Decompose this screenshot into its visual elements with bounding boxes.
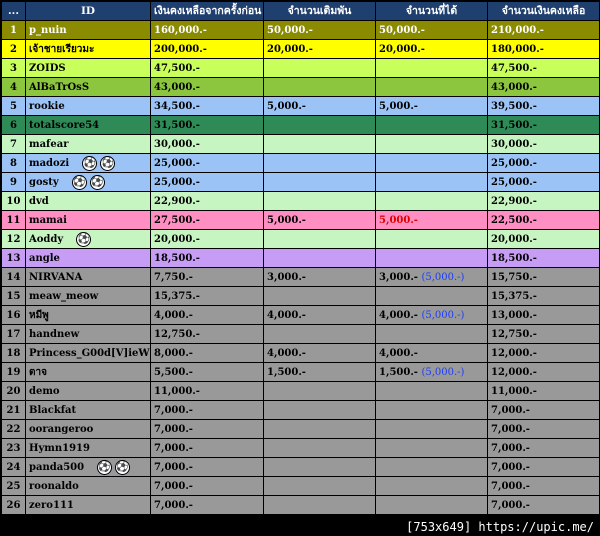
player-id: gosty bbox=[29, 176, 59, 188]
bet-amount-cell: 20,000.- bbox=[264, 40, 376, 59]
score-table-container bbox=[1, 1, 599, 515]
player-id: angle bbox=[29, 252, 60, 264]
amount-won-cell bbox=[376, 230, 488, 249]
previous-balance-cell: 27,500.- bbox=[151, 211, 264, 230]
player-id-cell bbox=[26, 116, 151, 135]
player-id-cell bbox=[26, 306, 151, 325]
amount-won-cell bbox=[376, 439, 488, 458]
rank-cell: 2 bbox=[2, 40, 26, 59]
table-row bbox=[2, 477, 600, 496]
amount-won-cell bbox=[376, 249, 488, 268]
bet-amount-cell bbox=[264, 401, 376, 420]
player-id-cell bbox=[26, 496, 151, 515]
amount-won-cell bbox=[376, 173, 488, 192]
remaining-balance-cell: 47,500.- bbox=[488, 59, 600, 78]
bonus-amount: (5,000.-) bbox=[421, 366, 465, 378]
player-id: dvd bbox=[29, 195, 49, 207]
remaining-balance-cell: 25,000.- bbox=[488, 154, 600, 173]
soccer-balls bbox=[73, 234, 91, 245]
bet-amount-cell bbox=[264, 249, 376, 268]
remaining-balance-cell: 7,000.- bbox=[488, 496, 600, 515]
previous-balance-cell: 7,750.- bbox=[151, 268, 264, 287]
bet-amount-cell bbox=[264, 420, 376, 439]
player-id-cell bbox=[26, 40, 151, 59]
player-id: หมีพู bbox=[29, 309, 49, 321]
remaining-balance-cell: 30,000.- bbox=[488, 135, 600, 154]
remaining-balance-cell: 7,000.- bbox=[488, 458, 600, 477]
table-row bbox=[2, 401, 600, 420]
player-id: Blackfat bbox=[29, 404, 77, 416]
rank-cell: 15 bbox=[2, 287, 26, 306]
rank-cell: 19 bbox=[2, 363, 26, 382]
player-id: meaw_meow bbox=[29, 290, 99, 302]
remaining-balance-cell: 22,500.- bbox=[488, 211, 600, 230]
previous-balance-cell: 15,375.- bbox=[151, 287, 264, 306]
rank-cell: 10 bbox=[2, 192, 26, 211]
soccer-ball-icon: ⚽ bbox=[73, 176, 86, 188]
rank-cell: 6 bbox=[2, 116, 26, 135]
player-id-cell bbox=[26, 420, 151, 439]
player-id-cell bbox=[26, 382, 151, 401]
header-amount-won: จำนวนที่ได้ bbox=[376, 2, 488, 21]
amount-won-cell bbox=[376, 363, 488, 382]
table-row bbox=[2, 420, 600, 439]
player-id-cell bbox=[26, 287, 151, 306]
amount-won-cell bbox=[376, 40, 488, 59]
amount-won-cell bbox=[376, 325, 488, 344]
amount-won: 50,000.- bbox=[379, 24, 425, 36]
player-id: totalscore54 bbox=[29, 119, 100, 131]
remaining-balance-cell: 12,750.- bbox=[488, 325, 600, 344]
amount-won: 4,000.- bbox=[379, 309, 418, 321]
previous-balance-cell: 25,000.- bbox=[151, 154, 264, 173]
bonus-amount: (5,000.-) bbox=[421, 309, 465, 321]
player-id-cell bbox=[26, 21, 151, 40]
player-id: zero111 bbox=[29, 499, 74, 511]
rank-cell: 17 bbox=[2, 325, 26, 344]
amount-won-cell bbox=[376, 477, 488, 496]
bet-amount-cell bbox=[264, 439, 376, 458]
player-id-cell bbox=[26, 363, 151, 382]
remaining-balance-cell: 7,000.- bbox=[488, 439, 600, 458]
player-id: handnew bbox=[29, 328, 80, 340]
amount-won-cell bbox=[376, 135, 488, 154]
rank-cell: 22 bbox=[2, 420, 26, 439]
rank-cell: 26 bbox=[2, 496, 26, 515]
bet-amount-cell bbox=[264, 382, 376, 401]
player-id-cell bbox=[26, 249, 151, 268]
header-remaining-balance: จำนวนเงินคงเหลือ bbox=[488, 2, 600, 21]
amount-won-cell bbox=[376, 192, 488, 211]
amount-won-cell bbox=[376, 344, 488, 363]
header-row bbox=[2, 2, 600, 21]
remaining-balance-cell: 12,000.- bbox=[488, 344, 600, 363]
rank-cell: 24 bbox=[2, 458, 26, 477]
bet-amount-cell bbox=[264, 135, 376, 154]
amount-won-cell bbox=[376, 306, 488, 325]
amount-won-cell bbox=[376, 458, 488, 477]
remaining-balance-cell: 7,000.- bbox=[488, 420, 600, 439]
amount-won-cell bbox=[376, 401, 488, 420]
player-id-cell bbox=[26, 78, 151, 97]
amount-won-cell bbox=[376, 420, 488, 439]
rank-cell: 21 bbox=[2, 401, 26, 420]
player-id-cell bbox=[26, 192, 151, 211]
previous-balance-cell: 18,500.- bbox=[151, 249, 264, 268]
player-id-cell bbox=[26, 439, 151, 458]
player-id-cell bbox=[26, 344, 151, 363]
table-body bbox=[2, 21, 600, 515]
bet-amount-cell: 4,000.- bbox=[264, 306, 376, 325]
bet-amount-cell: 1,500.- bbox=[264, 363, 376, 382]
player-id-cell bbox=[26, 154, 151, 173]
amount-won-cell bbox=[376, 59, 488, 78]
bet-amount-cell bbox=[264, 173, 376, 192]
table-row bbox=[2, 211, 600, 230]
remaining-balance-cell: 210,000.- bbox=[488, 21, 600, 40]
player-id: demo bbox=[29, 385, 60, 397]
amount-won-cell bbox=[376, 154, 488, 173]
table-row bbox=[2, 40, 600, 59]
previous-balance-cell: 200,000.- bbox=[151, 40, 264, 59]
soccer-balls bbox=[69, 177, 105, 188]
player-id: เจ้าชายเรียวมะ bbox=[29, 43, 95, 55]
previous-balance-cell: 8,000.- bbox=[151, 344, 264, 363]
remaining-balance-cell: 15,750.- bbox=[488, 268, 600, 287]
table-row bbox=[2, 382, 600, 401]
remaining-balance-cell: 15,375.- bbox=[488, 287, 600, 306]
amount-won-cell bbox=[376, 287, 488, 306]
remaining-balance-cell: 180,000.- bbox=[488, 40, 600, 59]
bet-amount-cell bbox=[264, 154, 376, 173]
previous-balance-cell: 43,000.- bbox=[151, 78, 264, 97]
player-id: mafear bbox=[29, 138, 69, 150]
rank-cell: 9 bbox=[2, 173, 26, 192]
amount-won: 5,000.- bbox=[379, 100, 418, 112]
player-id-cell bbox=[26, 325, 151, 344]
remaining-balance-cell: 43,000.- bbox=[488, 78, 600, 97]
rank-cell: 23 bbox=[2, 439, 26, 458]
player-id-cell bbox=[26, 211, 151, 230]
previous-balance-cell: 160,000.- bbox=[151, 21, 264, 40]
bet-amount-cell bbox=[264, 116, 376, 135]
table-row bbox=[2, 268, 600, 287]
bet-amount-cell: 3,000.- bbox=[264, 268, 376, 287]
table-row bbox=[2, 230, 600, 249]
table-row bbox=[2, 363, 600, 382]
amount-won-cell bbox=[376, 496, 488, 515]
soccer-ball-icon: ⚽ bbox=[77, 233, 90, 245]
amount-won: 20,000.- bbox=[379, 43, 425, 55]
table-row bbox=[2, 21, 600, 40]
player-id: madozi bbox=[29, 157, 70, 169]
player-id: Hymn1919 bbox=[29, 442, 90, 454]
previous-balance-cell: 47,500.- bbox=[151, 59, 264, 78]
previous-balance-cell: 7,000.- bbox=[151, 401, 264, 420]
player-id: panda500 bbox=[29, 461, 85, 473]
player-id: Aoddy bbox=[29, 233, 64, 245]
previous-balance-cell: 4,000.- bbox=[151, 306, 264, 325]
rank-cell: 12 bbox=[2, 230, 26, 249]
image-size-footer: [753x649] https://upic.me/ bbox=[406, 520, 594, 534]
player-id: ตาจ bbox=[29, 366, 47, 378]
player-id: ZOIDS bbox=[29, 62, 66, 74]
amount-won: 3,000.- bbox=[379, 271, 418, 283]
soccer-balls bbox=[79, 158, 115, 169]
rank-cell: 25 bbox=[2, 477, 26, 496]
previous-balance-cell: 34,500.- bbox=[151, 97, 264, 116]
previous-balance-cell: 5,500.- bbox=[151, 363, 264, 382]
table-row bbox=[2, 344, 600, 363]
player-id: mamai bbox=[29, 214, 67, 226]
player-id: Princess_G00d[V]ieW bbox=[29, 347, 150, 359]
player-id-cell bbox=[26, 230, 151, 249]
remaining-balance-cell: 12,000.- bbox=[488, 363, 600, 382]
soccer-ball-icon: ⚽ bbox=[83, 157, 96, 169]
remaining-balance-cell: 18,500.- bbox=[488, 249, 600, 268]
player-id: roonaldo bbox=[29, 480, 79, 492]
previous-balance-cell: 7,000.- bbox=[151, 458, 264, 477]
player-id-cell bbox=[26, 458, 151, 477]
header-id: ID bbox=[26, 2, 151, 21]
amount-won-cell bbox=[376, 382, 488, 401]
remaining-balance-cell: 20,000.- bbox=[488, 230, 600, 249]
remaining-balance-cell: 7,000.- bbox=[488, 477, 600, 496]
player-id-cell bbox=[26, 59, 151, 78]
table-row bbox=[2, 154, 600, 173]
table-row bbox=[2, 135, 600, 154]
player-id-cell bbox=[26, 135, 151, 154]
header-previous-balance: เงินคงเหลือจากครั้งก่อน bbox=[151, 2, 264, 21]
rank-cell: 4 bbox=[2, 78, 26, 97]
bet-amount-cell: 5,000.- bbox=[264, 211, 376, 230]
bet-amount-cell: 5,000.- bbox=[264, 97, 376, 116]
remaining-balance-cell: 13,000.- bbox=[488, 306, 600, 325]
bet-amount-cell bbox=[264, 230, 376, 249]
amount-won-cell bbox=[376, 211, 488, 230]
player-id: NIRVANA bbox=[29, 271, 83, 283]
player-id: oorangeroo bbox=[29, 423, 94, 435]
remaining-balance-cell: 7,000.- bbox=[488, 401, 600, 420]
previous-balance-cell: 31,500.- bbox=[151, 116, 264, 135]
soccer-balls bbox=[94, 462, 130, 473]
bet-amount-cell bbox=[264, 287, 376, 306]
player-id: AlBaTrOsS bbox=[29, 81, 90, 93]
remaining-balance-cell: 25,000.- bbox=[488, 173, 600, 192]
soccer-ball-icon: ⚽ bbox=[91, 176, 104, 188]
player-id-cell bbox=[26, 173, 151, 192]
remaining-balance-cell: 39,500.- bbox=[488, 97, 600, 116]
table-row bbox=[2, 78, 600, 97]
table-row bbox=[2, 116, 600, 135]
bet-amount-cell bbox=[264, 59, 376, 78]
remaining-balance-cell: 11,000.- bbox=[488, 382, 600, 401]
table-row bbox=[2, 173, 600, 192]
rank-cell: 11 bbox=[2, 211, 26, 230]
table-row bbox=[2, 249, 600, 268]
amount-won-cell bbox=[376, 21, 488, 40]
bet-amount-cell bbox=[264, 458, 376, 477]
table-row bbox=[2, 192, 600, 211]
table-row bbox=[2, 287, 600, 306]
rank-cell: 5 bbox=[2, 97, 26, 116]
amount-won-cell bbox=[376, 116, 488, 135]
table-row bbox=[2, 306, 600, 325]
bet-amount-cell: 4,000.- bbox=[264, 344, 376, 363]
player-id-cell bbox=[26, 268, 151, 287]
amount-won: 5,000.- bbox=[379, 214, 418, 226]
table-row bbox=[2, 439, 600, 458]
rank-cell: 18 bbox=[2, 344, 26, 363]
rank-cell: 7 bbox=[2, 135, 26, 154]
bet-amount-cell bbox=[264, 192, 376, 211]
previous-balance-cell: 11,000.- bbox=[151, 382, 264, 401]
table-row bbox=[2, 97, 600, 116]
previous-balance-cell: 7,000.- bbox=[151, 477, 264, 496]
amount-won: 1,500.- bbox=[379, 366, 418, 378]
rank-cell: 1 bbox=[2, 21, 26, 40]
previous-balance-cell: 7,000.- bbox=[151, 420, 264, 439]
player-id-cell bbox=[26, 401, 151, 420]
table-row bbox=[2, 59, 600, 78]
player-id: rookie bbox=[29, 100, 65, 112]
bet-amount-cell bbox=[264, 78, 376, 97]
amount-won-cell bbox=[376, 97, 488, 116]
soccer-ball-icon: ⚽ bbox=[98, 461, 111, 473]
player-id-cell bbox=[26, 477, 151, 496]
rank-cell: 3 bbox=[2, 59, 26, 78]
previous-balance-cell: 20,000.- bbox=[151, 230, 264, 249]
remaining-balance-cell: 22,900.- bbox=[488, 192, 600, 211]
remaining-balance-cell: 31,500.- bbox=[488, 116, 600, 135]
rank-cell: 13 bbox=[2, 249, 26, 268]
previous-balance-cell: 7,000.- bbox=[151, 439, 264, 458]
bet-amount-cell bbox=[264, 496, 376, 515]
header-bet-amount: จำนวนเติมพัน bbox=[264, 2, 376, 21]
rank-cell: 20 bbox=[2, 382, 26, 401]
amount-won: 4,000.- bbox=[379, 347, 418, 359]
player-id-cell bbox=[26, 97, 151, 116]
amount-won-cell bbox=[376, 78, 488, 97]
table-row bbox=[2, 325, 600, 344]
header-no: ... bbox=[2, 2, 26, 21]
rank-cell: 16 bbox=[2, 306, 26, 325]
bet-amount-cell bbox=[264, 325, 376, 344]
bet-amount-cell: 50,000.- bbox=[264, 21, 376, 40]
previous-balance-cell: 30,000.- bbox=[151, 135, 264, 154]
score-table bbox=[1, 1, 600, 515]
rank-cell: 8 bbox=[2, 154, 26, 173]
player-id: p_nuin bbox=[29, 24, 67, 36]
previous-balance-cell: 22,900.- bbox=[151, 192, 264, 211]
soccer-ball-icon: ⚽ bbox=[101, 157, 114, 169]
table-row bbox=[2, 496, 600, 515]
amount-won-cell bbox=[376, 268, 488, 287]
bet-amount-cell bbox=[264, 477, 376, 496]
previous-balance-cell: 12,750.- bbox=[151, 325, 264, 344]
previous-balance-cell: 25,000.- bbox=[151, 173, 264, 192]
bonus-amount: (5,000.-) bbox=[421, 271, 465, 283]
rank-cell: 14 bbox=[2, 268, 26, 287]
soccer-ball-icon: ⚽ bbox=[116, 461, 129, 473]
previous-balance-cell: 7,000.- bbox=[151, 496, 264, 515]
table-row bbox=[2, 458, 600, 477]
